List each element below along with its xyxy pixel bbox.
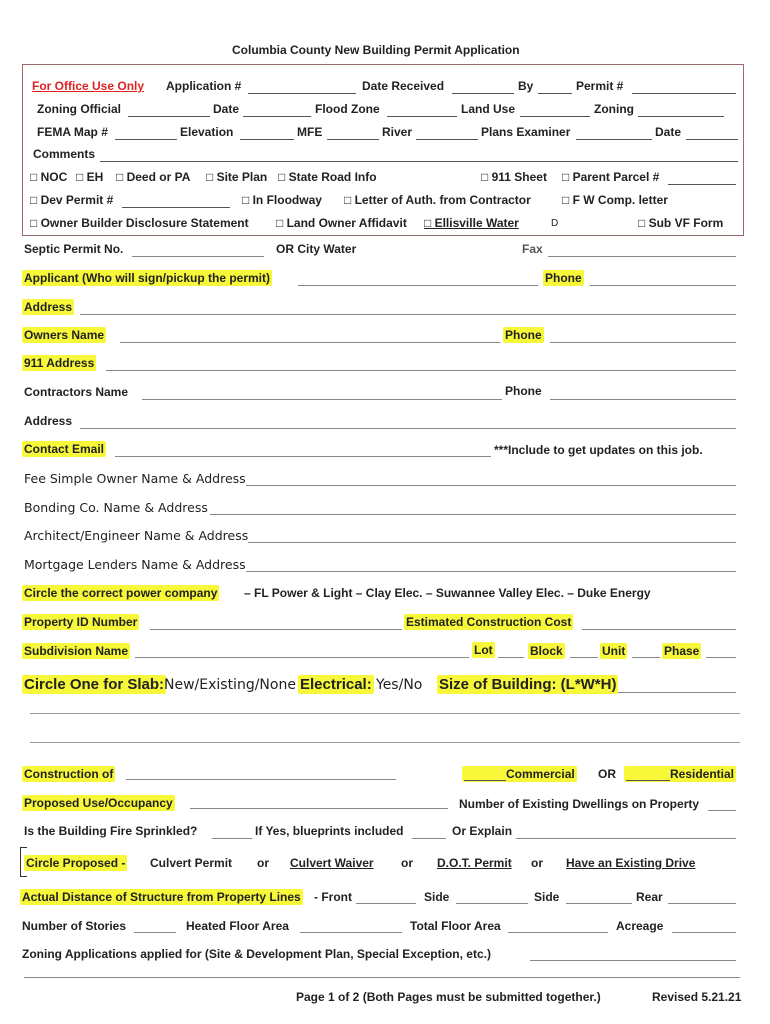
est-cost-label: Estimated Construction Cost — [406, 615, 572, 629]
or-explain-label: Or Explain — [452, 824, 513, 838]
existing-dwellings-label: Number of Existing Dwellings on Property — [459, 797, 700, 811]
elevation-field[interactable] — [240, 139, 294, 140]
block-field[interactable] — [570, 657, 598, 658]
fee-simple-field[interactable] — [246, 485, 736, 486]
mortgage-field[interactable] — [246, 571, 736, 572]
lot-field[interactable] — [498, 657, 524, 658]
flood-zone-field[interactable] — [387, 116, 457, 117]
river-field[interactable] — [416, 139, 478, 140]
date-received-field[interactable] — [452, 93, 514, 94]
fire-sprinkled-field[interactable] — [212, 838, 252, 839]
commercial-label[interactable] — [462, 766, 577, 782]
elevation-label: Elevation — [180, 125, 234, 139]
block-label: Block — [530, 644, 563, 658]
date1-field[interactable] — [243, 116, 311, 117]
applicant-field[interactable] — [298, 285, 538, 286]
front-label: - Front — [314, 890, 352, 904]
zoning-apps-field[interactable] — [530, 960, 736, 961]
zoning-official-field[interactable] — [128, 116, 210, 117]
address1-field[interactable] — [80, 314, 736, 315]
unit-field[interactable] — [632, 657, 660, 658]
owner-builder-checkbox[interactable]: □ Owner Builder Disclosure Statement — [30, 216, 249, 230]
address1-label: Address — [24, 300, 73, 314]
circle-proposed-label: Circle Proposed - — [26, 856, 126, 870]
sub-vf-form-checkbox[interactable]: □ Sub VF Form — [638, 216, 724, 230]
office-use-label: For Office Use Only — [32, 79, 145, 93]
eh-checkbox[interactable]: □ EH — [76, 170, 104, 184]
subdivision-field[interactable] — [135, 657, 469, 658]
date-received-label: Date Received — [362, 79, 445, 93]
fema-map-field[interactable] — [115, 139, 177, 140]
comments-label: Comments — [33, 147, 96, 161]
heated-floor-label: Heated Floor Area — [186, 919, 289, 933]
phase-label: Phase — [664, 644, 700, 658]
stories-field[interactable] — [134, 932, 176, 933]
proposed-use-label: Proposed Use/Occupancy — [24, 796, 173, 810]
mfe-field[interactable] — [327, 139, 379, 140]
septic-permit-label: Septic Permit No. — [24, 242, 124, 256]
dev-permit-checkbox[interactable]: □ Dev Permit # — [30, 193, 114, 207]
sheet-911-checkbox[interactable]: □ 911 Sheet — [481, 170, 547, 184]
date2-field[interactable] — [686, 139, 738, 140]
power-company-options[interactable]: – FL Power & Light – Clay Elec. – Suwannee Valley Elec. – Duke Energy — [244, 586, 651, 600]
fax-label: Fax — [522, 242, 543, 256]
rear-field[interactable] — [668, 903, 736, 904]
fee-simple-label: Fee Simple Owner Name & Address — [24, 471, 246, 486]
letter-auth-checkbox[interactable]: □ Letter of Auth. from Contractor — [344, 193, 531, 207]
comments-field[interactable] — [100, 161, 738, 162]
permit-field[interactable] — [632, 93, 736, 94]
phone3-label: Phone — [505, 384, 542, 398]
zoning-official-label: Zoning Official — [37, 102, 121, 116]
culvert-permit-option[interactable]: Culvert Permit — [150, 856, 233, 870]
residential-label[interactable] — [624, 766, 736, 782]
contact-email-label: Contact Email — [24, 442, 105, 456]
lot-label: Lot — [474, 643, 493, 657]
electrical-options[interactable]: Yes/No — [376, 677, 423, 693]
subdivision-label: Subdivision Name — [24, 644, 129, 658]
dev-permit-field[interactable] — [122, 207, 230, 208]
electrical-label: Electrical: — [300, 676, 372, 693]
est-cost-field[interactable] — [582, 629, 736, 630]
blank-line-2[interactable] — [30, 742, 740, 743]
residential-text: Residential — [670, 767, 735, 781]
owners-name-field[interactable] — [120, 342, 500, 343]
owners-name-label: Owners Name — [24, 328, 105, 342]
side1-field[interactable] — [456, 903, 528, 904]
noc-checkbox[interactable]: □ NOC — [30, 170, 68, 184]
or-label-1: OR — [598, 767, 616, 781]
or-city-water-label: OR City Water — [276, 242, 357, 256]
fax-field[interactable] — [548, 256, 736, 257]
proposed-use-field[interactable] — [190, 808, 448, 809]
zoning-apps-field-2[interactable] — [24, 977, 740, 978]
actual-distance-label: Actual Distance of Structure from Property Lines — [22, 890, 301, 904]
residential-field[interactable] — [626, 780, 670, 781]
include-updates-note: ***Include to get updates on this job. — [494, 443, 703, 457]
date2-label: Date — [655, 125, 682, 139]
dot-permit-option[interactable]: D.O.T. Permit — [437, 856, 512, 870]
application-label: Application # — [166, 79, 242, 93]
phone2-field[interactable] — [550, 342, 736, 343]
unit-label: Unit — [602, 644, 626, 658]
or-label-4: or — [531, 856, 543, 870]
phase-field[interactable] — [706, 657, 736, 658]
acreage-label: Acreage — [616, 919, 664, 933]
land-use-label: Land Use — [461, 102, 516, 116]
date1-label: Date — [213, 102, 240, 116]
bonding-label: Bonding Co. Name & Address — [24, 500, 208, 515]
mfe-label: MFE — [297, 125, 323, 139]
total-floor-field[interactable] — [508, 932, 608, 933]
parent-parcel-field[interactable] — [668, 184, 736, 185]
or-label-3: or — [401, 856, 413, 870]
stories-label: Number of Stories — [22, 919, 127, 933]
address-911-label: 911 Address — [24, 356, 95, 370]
application-field[interactable] — [248, 93, 356, 94]
if-yes-label: If Yes, blueprints included — [255, 824, 404, 838]
zoning-field[interactable] — [638, 116, 724, 117]
if-yes-field[interactable] — [412, 838, 446, 839]
side1-label: Side — [424, 890, 450, 904]
heated-floor-field[interactable] — [300, 932, 402, 933]
page-title: Columbia County New Building Permit Application — [232, 43, 520, 57]
phone1-field[interactable] — [590, 285, 736, 286]
revised-date: Revised 5.21.21 — [652, 990, 742, 1004]
slab-options[interactable]: New/Existing/None — [164, 677, 296, 693]
address2-field[interactable] — [80, 428, 736, 429]
address2-label: Address — [24, 414, 73, 428]
construction-of-label: Construction of — [24, 767, 114, 781]
by-field[interactable] — [538, 93, 572, 94]
septic-permit-field[interactable] — [132, 256, 264, 257]
deed-or-pa-checkbox[interactable]: □ Deed or PA — [116, 170, 191, 184]
land-owner-affidavit-checkbox[interactable]: □ Land Owner Affidavit — [276, 216, 407, 230]
zoning-apps-label: Zoning Applications applied for (Site & Development Plan, Special Exception, etc.) — [22, 947, 491, 961]
power-company-label: Circle the correct power company — [24, 586, 218, 600]
plans-examiner-field[interactable] — [576, 139, 652, 140]
parent-parcel-checkbox[interactable]: □ Parent Parcel # — [562, 170, 660, 184]
land-use-field[interactable] — [520, 116, 590, 117]
fire-sprinkled-label: Is the Building Fire Sprinkled? — [24, 824, 198, 838]
front-field[interactable] — [356, 903, 416, 904]
in-floodway-checkbox[interactable]: □ In Floodway — [242, 193, 322, 207]
contractors-name-field[interactable] — [142, 399, 502, 400]
state-road-checkbox[interactable]: □ State Road Info — [278, 170, 377, 184]
mortgage-label: Mortgage Lenders Name & Address — [24, 557, 246, 572]
address-911-field[interactable] — [106, 370, 736, 371]
size-of-building-field[interactable] — [618, 692, 736, 693]
commercial-field[interactable] — [464, 780, 506, 781]
ellisville-water-checkbox[interactable]: □ Ellisville Water — [424, 216, 519, 230]
size-of-building-label: Size of Building: (L*W*H) — [439, 676, 617, 693]
commercial-text: Commercial — [506, 767, 575, 781]
acreage-field[interactable] — [672, 932, 736, 933]
phone3-field[interactable] — [550, 399, 736, 400]
flood-zone-label: Flood Zone — [315, 102, 380, 116]
page-footer: Page 1 of 2 (Both Pages must be submitted together.) — [296, 990, 601, 1004]
d-mark: D — [551, 218, 559, 229]
applicant-label: Applicant (Who will sign/pickup the permit) — [24, 271, 270, 285]
existing-dwellings-field[interactable] — [708, 810, 736, 811]
side2-label: Side — [534, 890, 560, 904]
rear-label: Rear — [636, 890, 663, 904]
site-plan-checkbox[interactable]: □ Site Plan — [206, 170, 268, 184]
fema-map-label: FEMA Map # — [37, 125, 108, 139]
slab-label: Circle One for Slab: — [24, 676, 165, 693]
or-label-2: or — [257, 856, 269, 870]
existing-drive-option[interactable]: Have an Existing Drive — [566, 856, 696, 870]
phone1-label: Phone — [545, 271, 582, 285]
culvert-waiver-option[interactable]: Culvert Waiver — [290, 856, 374, 870]
fw-comp-checkbox[interactable]: □ F W Comp. letter — [562, 193, 668, 207]
total-floor-label: Total Floor Area — [410, 919, 501, 933]
blank-line-1[interactable] — [30, 713, 740, 714]
phone2-label: Phone — [505, 328, 542, 342]
architect-field[interactable] — [248, 542, 736, 543]
river-label: River — [382, 125, 413, 139]
contact-email-field[interactable] — [115, 456, 491, 457]
zoning-label: Zoning — [594, 102, 634, 116]
plans-examiner-label: Plans Examiner — [481, 125, 571, 139]
by-label: By — [518, 79, 534, 93]
or-explain-field[interactable] — [516, 838, 736, 839]
side2-field[interactable] — [566, 903, 632, 904]
contractors-name-label: Contractors Name — [24, 385, 129, 399]
property-id-field[interactable] — [150, 629, 402, 630]
bonding-field[interactable] — [210, 514, 736, 515]
permit-label: Permit # — [576, 79, 624, 93]
construction-of-field[interactable] — [126, 779, 396, 780]
property-id-label: Property ID Number — [24, 615, 138, 629]
architect-label: Architect/Engineer Name & Address — [24, 528, 249, 543]
